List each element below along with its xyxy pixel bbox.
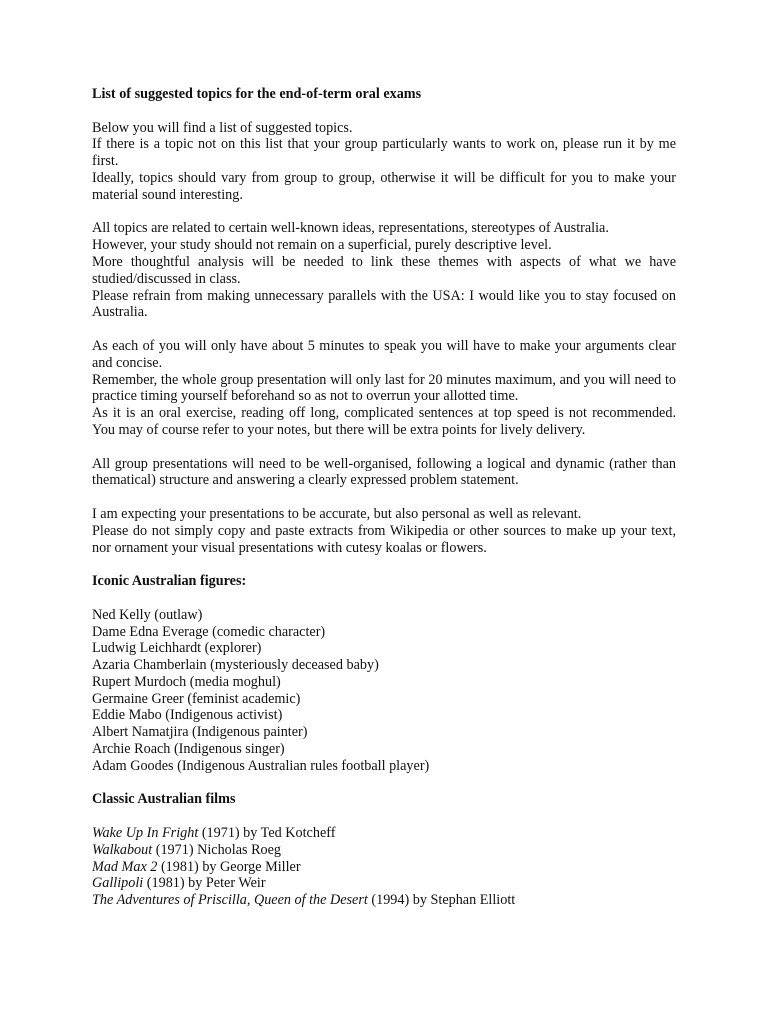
list-item: Ned Kelly (outlaw) <box>92 606 203 623</box>
paragraph-line: Ideally, topics should vary from group to group, otherwise it will be difficult for you to make your material sound interesting. <box>92 169 676 203</box>
figures-heading: Iconic Australian figures: <box>92 573 247 590</box>
film-title: Wake Up In Fright <box>92 825 199 842</box>
film-title: The Adventures of Priscilla, Queen of the Desert <box>92 892 368 909</box>
paragraph-line: Below you will find a list of suggested topics. <box>92 119 353 136</box>
film-details: (1994) by Stephan Elliott <box>367 892 516 909</box>
paragraph-line: I am expecting your presentations to be accurate, but also personal as well as relevant. <box>92 505 582 522</box>
document-page <box>92 86 676 926</box>
film-details: (1971) Nicholas Roeg <box>152 841 282 858</box>
list-item: Adam Goodes (Indigenous Australian rules football player) <box>92 757 430 774</box>
list-item <box>92 842 676 859</box>
figures-list <box>92 607 676 775</box>
paragraph-line: However, your study should not remain on a superficial, purely descriptive level. <box>92 237 552 254</box>
paragraph-line: Please do not simply copy and paste extracts from Wikipedia or other sources to make up your text, nor ornament your visual presentations with cutesy koalas or flowers. <box>92 522 676 556</box>
film-details: (1971) by Ted Kotcheff <box>198 825 336 842</box>
list-item: Albert Namatjira (Indigenous painter) <box>92 724 308 741</box>
list-item: Germaine Greer (feminist academic) <box>92 690 301 707</box>
paragraph-line: If there is a topic not on this list that your group particularly wants to work on, please run it by me first. <box>92 136 676 170</box>
films-list <box>92 825 676 909</box>
film-title: Mad Max 2 <box>92 858 158 875</box>
paragraph-structure <box>92 456 676 490</box>
film-title: Walkabout <box>92 841 153 858</box>
paragraph-timing <box>92 338 676 439</box>
paragraph-line: More thoughtful analysis will be needed to link these themes with aspects of what we have studied/discussed in class. <box>92 253 676 287</box>
list-item <box>92 892 676 909</box>
list-item <box>92 825 676 842</box>
films-heading: Classic Australian films <box>92 791 236 808</box>
paragraph-line: As it is an oral exercise, reading off long, complicated sentences at top speed is not recommended. You may of course refer to your notes, but there will be extra points for lively delivery. <box>92 405 676 438</box>
paragraph-themes <box>92 220 676 321</box>
list-item <box>92 859 676 876</box>
document-title: List of suggested topics for the end-of-term oral exams <box>92 86 422 102</box>
film-details: (1981) by George Miller <box>157 858 301 875</box>
paragraph-line: All topics are related to certain well-known ideas, representations, stereotypes of Australia. <box>92 220 609 237</box>
list-item: Archie Roach (Indigenous singer) <box>92 741 285 758</box>
paragraph-line: Please refrain from making unnecessary parallels with the USA: I would like you to stay focused on Australia. <box>92 287 676 321</box>
paragraph-line: Remember, the whole group presentation will only last for 20 minutes maximum, and you will need to practice timing yourself beforehand so as not to overrun your allotted time. <box>92 371 676 405</box>
list-item: Eddie Mabo (Indigenous activist) <box>92 707 283 724</box>
film-details: (1981) by Peter Weir <box>143 875 266 892</box>
list-item: Azaria Chamberlain (mysteriously deceased baby) <box>92 657 379 674</box>
paragraph-expectations <box>92 506 676 556</box>
list-item: Ludwig Leichhardt (explorer) <box>92 640 262 657</box>
film-title: Gallipoli <box>92 875 144 892</box>
list-item: Dame Edna Everage (comedic character) <box>92 623 326 640</box>
paragraph-line: As each of you will only have about 5 minutes to speak you will have to make your arguments clear and concise. <box>92 337 676 371</box>
list-item: Rupert Murdoch (media moghul) <box>92 673 281 690</box>
list-item <box>92 875 676 892</box>
paragraph-intro <box>92 120 676 204</box>
paragraph-line: All group presentations will need to be well-organised, following a logical and dynamic (rather than thematical) structure and answering a clearly expressed problem statement. <box>92 455 676 489</box>
